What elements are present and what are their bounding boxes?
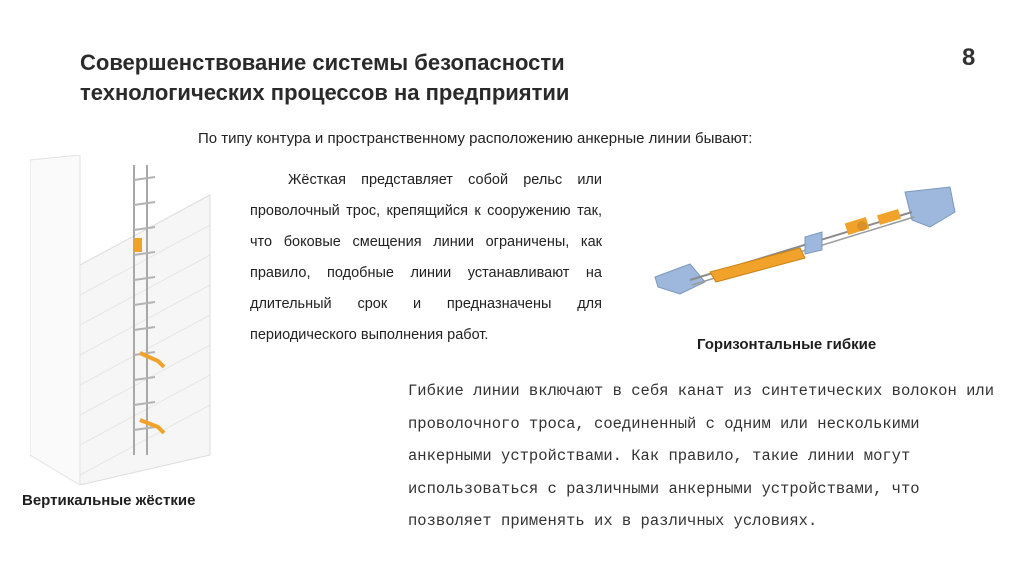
subtitle: По типу контура и пространственному расположению анкерные линии бывают: — [198, 130, 753, 147]
rigid-line-description: Жёсткая представляет собой рельс или проволочный трос, крепящийся к сооружению так, что боковые смещения линии ограничены, как правило, подобные линии устанавливают на длительный срок и предназначены для периодического выполнения работ. — [250, 172, 602, 343]
caption-vertical: Вертикальные жёсткие — [22, 492, 196, 509]
flexible-line-description: Гибкие линии включают в себя канат из синтетических волокон или проволочного троса, соединенный с одним или несколькими анкерными устройствами. Как правило, такие линии могут использоваться с различными анкерными устройствами, что позволяет применять их в различных условиях. — [408, 382, 994, 530]
title-line-2: технологических процессов на предприятии — [80, 80, 570, 105]
vertical-rigid-line-figure — [30, 155, 230, 485]
caption-horizontal: Горизонтальные гибкие — [697, 336, 877, 353]
horizontal-flexible-line-figure — [650, 182, 960, 312]
page-number: 8 — [962, 44, 976, 71]
page-title — [80, 48, 840, 108]
title-line-1: Совершенствование системы безопасности — [80, 50, 565, 75]
